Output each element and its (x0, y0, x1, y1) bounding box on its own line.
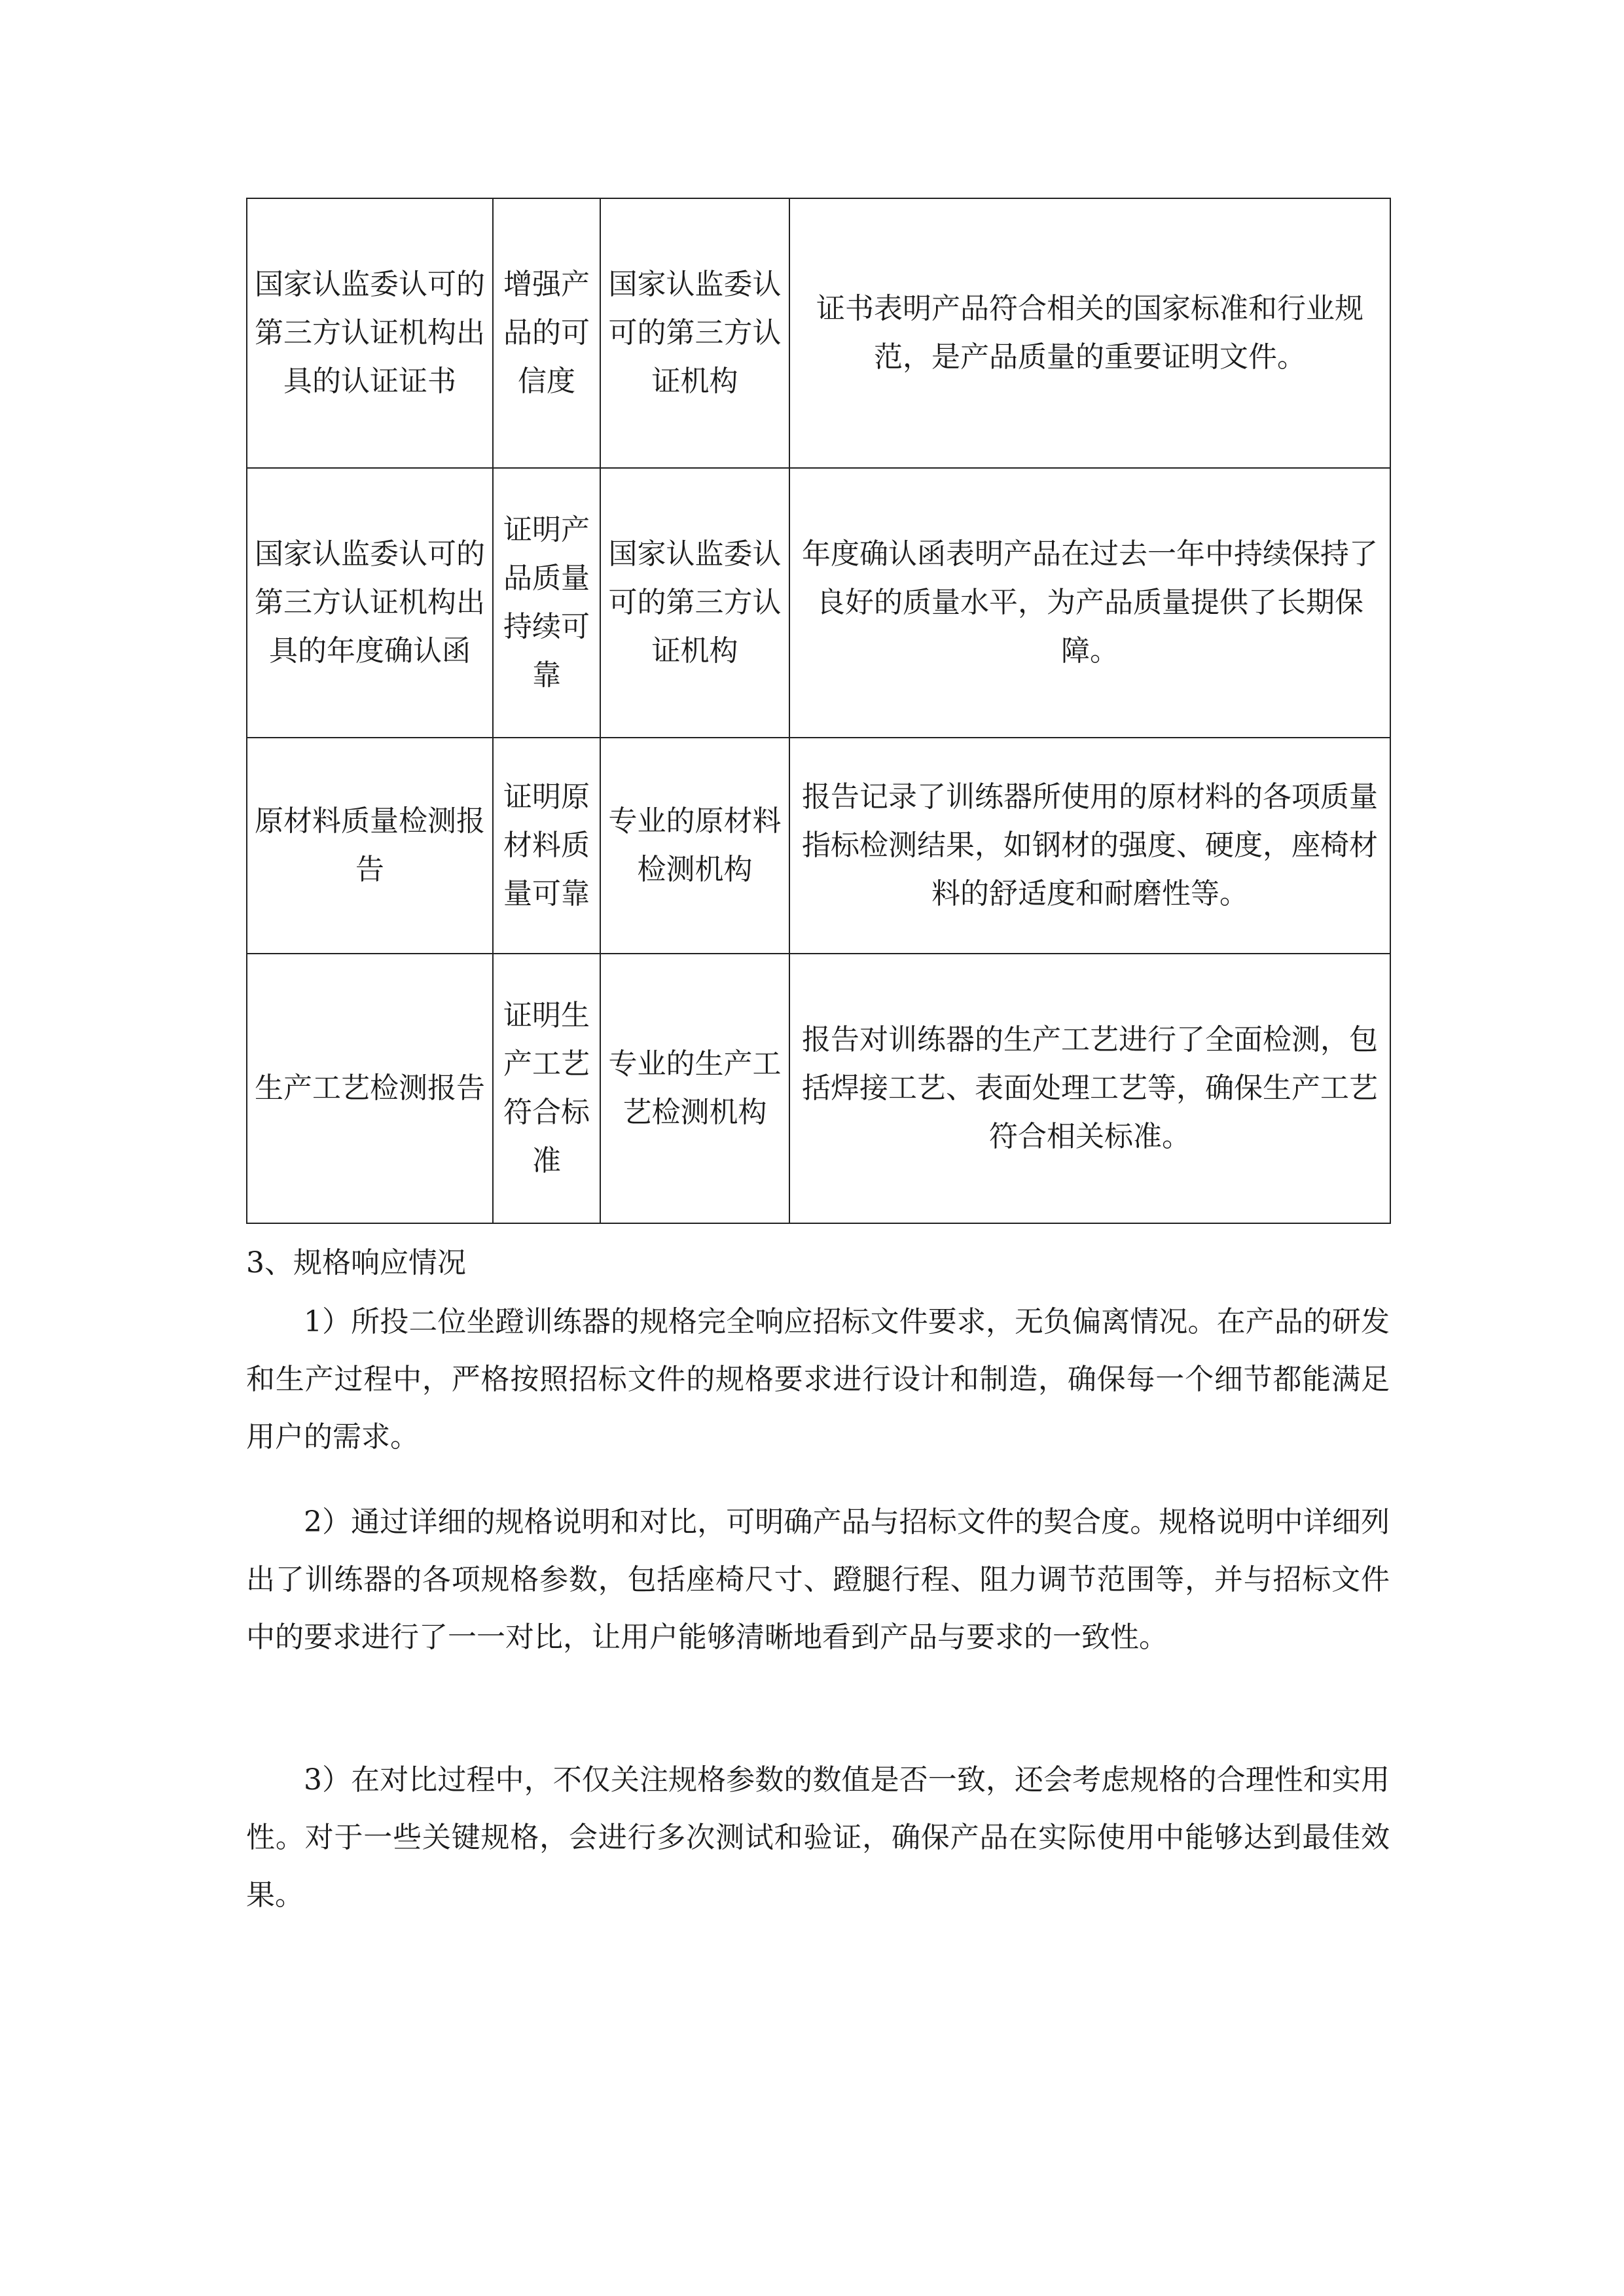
cell-issuer: 国家认监委认可的第三方认证机构 (600, 198, 789, 468)
table-row (247, 954, 1390, 1223)
cell-purpose: 证明产品质量持续可靠 (493, 468, 600, 738)
paragraph: 3）在对比过程中，不仅关注规格参数的数值是否一致，还会考虑规格的合理性和实用性。对于一些关键规格，会进行多次测试和验证，确保产品在实际使用中能够达到最佳效果。 (246, 1763, 1390, 1912)
cell-description: 报告对训练器的生产工艺进行了全面检测，包括焊接工艺、表面处理工艺等，确保生产工艺符合相关标准。 (789, 954, 1390, 1223)
certification-table (246, 198, 1391, 1224)
cell-issuer: 国家认监委认可的第三方认证机构 (600, 468, 789, 738)
table-row (247, 468, 1390, 738)
cell-issuer: 专业的原材料检测机构 (600, 738, 789, 954)
table-row (247, 198, 1390, 468)
cell-description: 报告记录了训练器所使用的原材料的各项质量指标检测结果，如钢材的强度、硬度，座椅材料的舒适度和耐磨性等。 (789, 738, 1390, 954)
cell-document: 国家认监委认可的第三方认证机构出具的年度确认函 (247, 468, 493, 738)
cell-purpose: 证明生产工艺符合标准 (493, 954, 600, 1223)
paragraph: 2）通过详细的规格说明和对比，可明确产品与招标文件的契合度。规格说明中详细列出了训练器的各项规格参数，包括座椅尺寸、蹬腿行程、阻力调节范围等，并与招标文件中的要求进行了一一对比，让用户能够清晰地看到产品与要求的一致性。 (246, 1505, 1390, 1654)
cell-document: 国家认监委认可的第三方认证机构出具的认证证书 (247, 198, 493, 468)
cell-description: 年度确认函表明产品在过去一年中持续保持了良好的质量水平，为产品质量提供了长期保障。 (789, 468, 1390, 738)
section-heading: 3、规格响应情况 (246, 1246, 466, 1280)
cell-description: 证书表明产品符合相关的国家标准和行业规范，是产品质量的重要证明文件。 (789, 198, 1390, 468)
cell-issuer: 专业的生产工艺检测机构 (600, 954, 789, 1223)
table-row (247, 738, 1390, 954)
cell-purpose: 增强产品的可信度 (493, 198, 600, 468)
cell-purpose: 证明原材料质量可靠 (493, 738, 600, 954)
paragraph: 1）所投二位坐蹬训练器的规格完全响应招标文件要求，无负偏离情况。在产品的研发和生产过程中，严格按照招标文件的规格要求进行设计和制造，确保每一个细节都能满足用户的需求。 (246, 1305, 1390, 1454)
cell-document: 生产工艺检测报告 (247, 954, 493, 1223)
cell-document: 原材料质量检测报告 (247, 738, 493, 954)
